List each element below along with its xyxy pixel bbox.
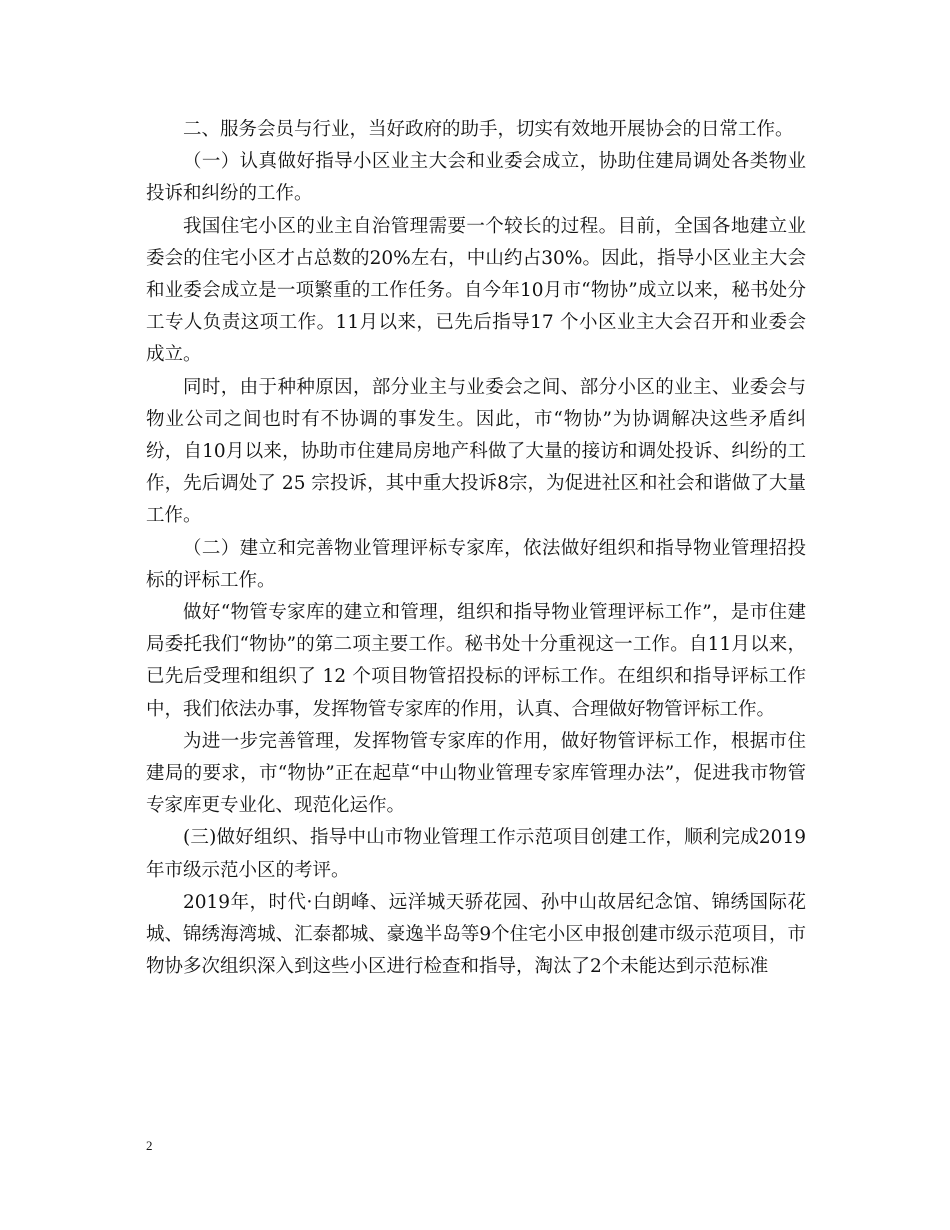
paragraph-management-rules: 为进一步完善管理，发挥物管专家库的作用，做好物管评标工作，根据市住建局的要求，市“物协”正在起草“中山物业管理专家库管理办法”，促进我市物管专家库更专业化、现范化运作。 [146,730,806,817]
paragraph-dispute-mediation: 同时，由于种种原因，部分业主与业委会之间、部分小区的业主、业委会与物业公司之间也时有不协调的事发生。因此，市“物协”为协调解决这些矛盾纠纷，自10月以来，协助市住建局房地产科做了大量的接访和调处投诉、纠纷的工作，先后调处了 25 宗投诉，其中重大投诉8宗，为促进社区和社会和谐做了大量工作。 [146,376,806,527]
document-body [146,114,806,983]
page-number: 2 [146,1138,153,1153]
paragraph-item-one-heading: （一）认真做好指导小区业主大会和业委会成立，协助住建局调处各类物业投诉和纠纷的工作。 [146,151,806,205]
paragraph-demonstration-projects: 2019年，时代·白朗峰、远洋城天骄花园、孙中山故居纪念馆、锦绣国际花城、锦绣海湾城、汇泰都城、豪逸半岛等9个住宅小区申报创建市级示范项目，市物协多次组织深入到这些小区进行检查和指导，淘汰了2个未能达到示范标准 [146,891,806,978]
paragraph-section-two-heading: 二、服务会员与行业，当好政府的助手，切实有效地开展协会的日常工作。 [183,119,794,140]
paragraph-item-two-heading: （二）建立和完善物业管理评标专家库，依法做好组织和指导物业管理招投标的评标工作。 [146,537,806,591]
paragraph-item-three-heading: (三)做好组织、指导中山市物业管理工作示范项目创建工作，顺利完成2019年市级示范小区的考评。 [146,827,806,881]
paragraph-owner-autonomy: 我国住宅小区的业主自治管理需要一个较长的过程。目前，全国各地建立业委会的住宅小区才占总数的20%左右，中山约占30%。因此，指导小区业主大会和业委会成立是一项繁重的工作任务。自今年10月市“物协”成立以来，秘书处分工专人负责这项工作。11月以来，已先后指导17 个小区业主大会召开和业委会成立。 [146,215,806,366]
paragraph-expert-database: 做好“物管专家库的建立和管理，组织和指导物业管理评标工作”，是市住建局委托我们“物协”的第二项主要工作。秘书处十分重视这一工作。自11月以来，已先后受理和组织了 12 个项目物管招投标的评标工作。在组织和指导评标工作中，我们依法办事，发挥物管专家库的作用，认真、合理做好物管评标工作。 [146,602,806,720]
